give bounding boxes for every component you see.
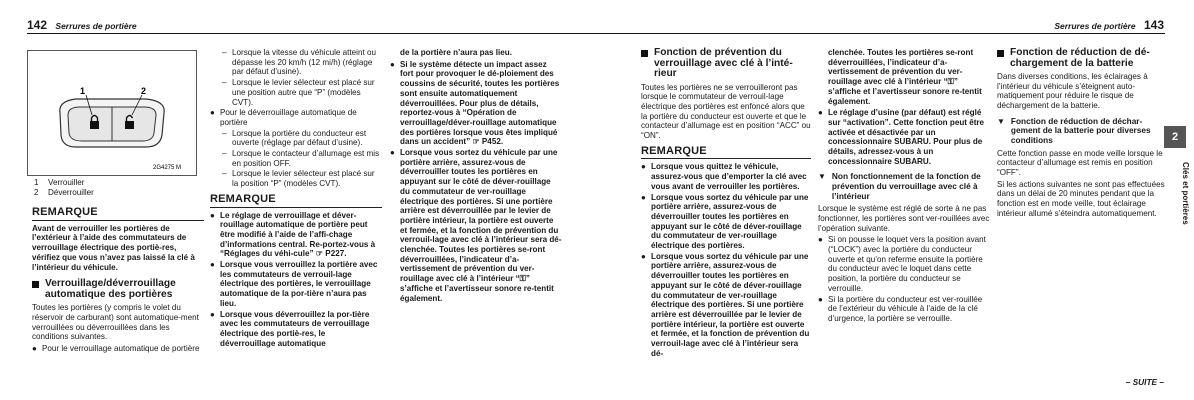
bullet-dot-icon: ● (818, 294, 823, 304)
dash-text: Lorsque la portière du conducteur est ouverte (réglage par défaut d’usine). (232, 128, 367, 148)
continued-text: clenchée. Toutes les portières se-ront déverrouillées, l’indicateur d’a-vertissement de prévention du ver-rouillage avec clé à l’intérieur “⚿” s’affiche et l’avertisseur sonore re-tentit également. (828, 48, 982, 106)
bullet-dot-icon: ● (32, 344, 37, 354)
section-square-icon (997, 50, 1004, 57)
right-page-header (1054, 18, 1164, 32)
section-heading-battery (997, 48, 1165, 69)
dash-item: – Lorsque la vitesse du véhicule atteint ou dépasse les 20 km/h (12 mi/h) (réglage par défaut d’usine). (222, 48, 382, 77)
bullet-text: Si la portière du conducteur est ver-rouillée de l’extérieur du véhicule à l’aide de la clé d’urgence, la portière se verrouille. (828, 294, 983, 323)
paragraph: Cette fonction passe en mode veille lorsque le contacteur d’allumage est remis en position “OFF”. (997, 148, 1163, 177)
legend-label: Déverrouiller (48, 187, 94, 197)
bullet-item (210, 310, 382, 349)
right-col3 (997, 46, 1165, 221)
bullet-item (818, 108, 990, 166)
subsection-intro: Lorsque le système est réglé de sorte à ne pas fonctionner, les portières sont ver-rouillées avec l’opération suivante. (818, 204, 990, 233)
remarque-heading: REMARQUE (210, 195, 382, 208)
subsection-heading (997, 117, 1165, 146)
bullet-text: Lorsque vous quittez le véhicule, assurez-vous que d’emporter la clé avec vous avant de verrouiller les portières. (651, 162, 807, 191)
left-page-number: 142 (27, 18, 48, 32)
bullet-dot-icon: ● (210, 210, 215, 220)
bullet-item (210, 211, 382, 260)
figure-legend (34, 178, 204, 197)
section-title: Fonction de prévention du verrouillage avec clé à l’inté-rieur (654, 47, 793, 79)
legend-num: 2 (34, 187, 39, 197)
dash-text: Lorsque le levier sélecteur est placé sur une position autre que “P” (modèles CVT). (232, 78, 375, 107)
bullet-text: Si le système détecte un impact assez fort pour provoquer le dé-ploiement des coussins de sécurité, toutes les portières sont ensuite automatiquement déverrouillées. Pour plus de détails, reportez-vous à “Opération de verrouillage/déver-rouillage automatique des portières lorsque vous êtes impliqué dans un accident” ☞ P452. (400, 59, 560, 147)
bullet-text: Lorsque vous déverrouillez la por-tière avec les commutateurs de verrouillage électrique des portiè-res, le déverrouillage automatique (220, 309, 370, 348)
figure-callout-1: 1 (80, 86, 86, 96)
section-heading-key-lockout (641, 48, 811, 80)
bullet-dot-icon: ● (641, 251, 646, 261)
remarque-heading: REMARQUE (641, 147, 811, 160)
bullet-text: Le réglage de verrouillage et déver-rouillage automatique de portière peut être modifié à l’aide de l’affi-chage d’informations central. Re-portez-vous à “Réglages du véhi-cule” ☞ P227. (220, 210, 376, 259)
right-col2 (818, 48, 990, 325)
dash-item: – Lorsque la portière du conducteur est ouverte (réglage par défaut d’usine). (222, 129, 382, 148)
dash-text: Lorsque le contacteur d’allumage est mis en position OFF. (232, 149, 380, 168)
right-header-title: Serrures de portière (1054, 21, 1136, 31)
legend-item (34, 178, 204, 188)
legend-num: 1 (34, 178, 39, 187)
left-col1 (32, 202, 204, 355)
remarque-text: Avant de verrouiller les portières de l’extérieur à l’aide des commutateurs de verrouillage électrique des portiè-res, vérifiez que vous n’avez pas laissé la clé à l’intérieur du véhicule. (32, 223, 195, 272)
continued-footer: – SUITE – (1125, 377, 1164, 387)
subsection-title: Fonction de réduction de déchar-gement de la batterie pour diverses conditions (1010, 115, 1151, 145)
figure-code: 2G4275 M (153, 165, 182, 171)
bullet-dot-icon: ● (818, 235, 823, 245)
bullet-item (818, 295, 990, 324)
subsection-title: Non fonctionnement de la fonction de prévention du verrouillage avec clé à l’intérieur (831, 171, 981, 201)
bullet-item (210, 108, 382, 127)
bullet-item (390, 60, 562, 147)
paragraph: Si les actions suivantes ne sont pas effectuées dans un délai de 20 minutes pendant que la fonction est en mode veille, tout éclairage intérieur allumé s’éteindra automatiquement. (997, 179, 1165, 218)
bullet-dot-icon: ● (641, 162, 646, 172)
right-col1 (641, 46, 811, 359)
continued-text: de la portière n’aura pas lieu. (400, 48, 513, 57)
door-lock-switch-illustration (28, 51, 196, 175)
bullet-item (818, 235, 990, 293)
legend-label: Verrouiller (48, 178, 85, 187)
section-intro: Toutes les portières ne se verrouilleront pas lorsque le commutateur de verrouil-lage électrique des portières est enfoncé alors que la portière du conducteur est ouverte et que le contacteur d’allumage est en position “ACC” ou “ON”. (641, 82, 811, 141)
bullet-item (32, 344, 204, 354)
left-page-header (27, 18, 137, 32)
left-col2 (210, 48, 382, 349)
dash-text: Lorsque le levier sélecteur est placé sur la position “P” (modèles CVT). (232, 169, 375, 189)
bullet-dot-icon: ● (210, 309, 215, 319)
section-title: Fonction de réduction de dé-chargement de la batterie (1010, 47, 1150, 69)
bullet-item (641, 193, 811, 251)
section-square-icon (641, 50, 648, 57)
door-switch-figure (27, 50, 197, 176)
bullet-text: Si on pousse le loquet vers la position avant (“LOCK”) avec la portière du conducteur ouverte et qu’on referme ensuite la portière du conducteur avec le loquet dans cette position, la portière du conducteur se verrouille. (828, 235, 986, 293)
remarque-heading: REMARQUE (32, 208, 204, 221)
left-col3 (390, 48, 562, 304)
dash-item: – Lorsque le levier sélecteur est placé sur la position “P” (modèles CVT). (222, 169, 382, 188)
dash-item: – Lorsque le levier sélecteur est placé sur une position autre que “P” (modèles CVT). (222, 78, 382, 107)
legend-item (34, 188, 204, 198)
section-intro: Dans diverses conditions, les éclairages à l’intérieur du véhicule s’éteignent auto-matiquement pour réduire le risque de déchargement de la batterie. (997, 72, 1148, 111)
right-header-rule (597, 33, 1165, 34)
bullet-text: Lorsque vous verrouillez la portière avec les commutateurs de verrouil-lage électrique des portières, le verrouillage automatique de la por-tière n’aura pas lieu. (220, 260, 378, 308)
bullet-item (641, 162, 811, 191)
dash-item: – Lorsque le contacteur d’allumage est mis en position OFF. (222, 149, 382, 168)
bullet-text: Pour le déverrouillage automatique de portière (220, 108, 357, 127)
bullet-text: Lorsque vous sortez du véhicule par une portière arrière, assurez-vous de déverrouiller toutes les portières en appuyant sur le côté de déver-rouillage du commutateur de ver-rouillage électrique des portières. (651, 192, 809, 251)
bullet-text: Lorsque vous sortez du véhicule par une portière arrière, assurez-vous de déverrouiller toutes les portières en appuyant sur le côté de déver-rouillage du commutateur de ver-rouillage électrique des portières. Si une portière arrière est déverrouillée par le levier de portière intérieur, la portière est ouverte et fermée, et la fonction de prévention du verrouil-lage avec clé à l’intérieur sera dé- (651, 251, 810, 358)
bullet-dot-icon: ● (641, 192, 646, 202)
bullet-item (390, 148, 562, 303)
chapter-tab: 2 (1164, 126, 1186, 148)
bullet-dot-icon: ● (818, 108, 823, 118)
bullet-item (210, 260, 382, 309)
left-header-title: Serrures de portière (55, 21, 137, 31)
section-heading-auto-lock (32, 279, 204, 300)
left-header-rule (27, 33, 597, 34)
chapter-label: Clés et portières (1181, 161, 1190, 225)
bullet-dot-icon: ● (210, 108, 215, 118)
figure-callout-2: 2 (141, 86, 147, 96)
right-page (597, 0, 1194, 400)
triangle-down-icon: ▼ (818, 172, 826, 182)
subsection-heading (818, 172, 990, 201)
right-page-number: 143 (1143, 18, 1164, 32)
bullet-text: Pour le verrouillage automatique de portière (42, 344, 200, 354)
bullet-dot-icon: ● (390, 148, 395, 158)
bullet-dot-icon: ● (210, 260, 215, 270)
section-square-icon (32, 281, 39, 288)
dash-text: Lorsque la vitesse du véhicule atteint ou dépasse les 20 km/h (12 mi/h) (réglage par défaut d’usine). (232, 48, 376, 77)
section-intro: Toutes les portières (y compris le volet du réservoir de carburant) sont automatique-ment verrouillées ou déverrouillées dans les conditions suivantes. (32, 303, 199, 342)
triangle-down-icon: ▼ (997, 116, 1005, 126)
bullet-text: Lorsque vous sortez du véhicule par une portière arrière, assurez-vous de déverrouiller toutes les portières en appuyant sur le côté de déver-rouillage du commutateur de ver-rouillage électrique des portières. Si une portière arrière est déverrouillée par le levier de portière intérieur, la portière est ouverte et fermée, et la fonction de prévention du verrouil-lage avec clé à l’intérieur sera dé-clenchée. Toutes les portières se-ront déverrouillées, l’indicateur d’a-vertissement de prévention du ver-rouillage avec clé à l’intérieur “⚿” s’affiche et l’avertisseur sonore re-tentit également. (400, 148, 562, 303)
bullet-item (641, 252, 811, 359)
section-title: Verrouillage/déverrouillage automatique des portières (45, 278, 176, 300)
bullet-text: Le réglage d’usine (par défaut) est réglé sur “activation”. Cette fonction peut être activée et désactivée par un concessionnaire SUBARU. Pour plus de détails, adressez-vous à un concessionnaire SUBARU. (828, 108, 985, 166)
bullet-dot-icon: ● (390, 59, 395, 69)
